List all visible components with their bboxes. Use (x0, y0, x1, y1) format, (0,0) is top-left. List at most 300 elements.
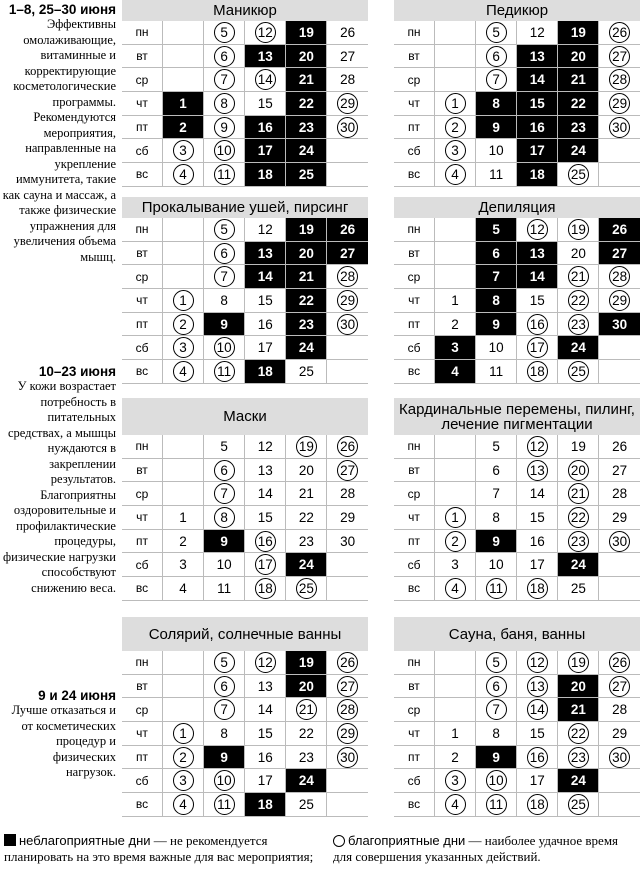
period-heading: 9 и 24 июня (38, 688, 116, 703)
day-cell-unfavorable (245, 44, 286, 68)
day-number: 29 (612, 725, 628, 741)
day-cell-unfavorable (517, 163, 558, 187)
day-cell-favorable (286, 435, 327, 458)
day-cell-favorable (517, 577, 558, 601)
day-number: 16 (527, 747, 548, 768)
day-cell-unfavorable (204, 312, 245, 336)
day-cell-unfavorable (476, 529, 517, 553)
day-cell (286, 529, 327, 553)
day-cell-unfavorable (286, 92, 327, 116)
day-number: 8 (492, 292, 500, 308)
day-number: 28 (340, 72, 356, 88)
day-cell-favorable (599, 745, 640, 769)
day-cell-favorable (599, 289, 640, 313)
week-row (394, 265, 640, 289)
day-cell (517, 21, 558, 44)
weekday-label: пт (394, 312, 435, 336)
week-row (122, 218, 368, 241)
day-cell-favorable (204, 674, 245, 698)
day-cell-unfavorable (476, 265, 517, 289)
day-number: 11 (489, 166, 504, 182)
day-number: 24 (570, 340, 586, 356)
calendar-table (122, 651, 368, 817)
day-cell (435, 312, 476, 336)
day-cell-favorable (204, 68, 245, 92)
day-cell-favorable (327, 265, 368, 289)
day-number: 2 (173, 747, 194, 768)
day-cell (558, 241, 599, 265)
day-cell (204, 577, 245, 601)
day-number: 28 (612, 486, 628, 502)
day-cell-favorable (435, 577, 476, 601)
day-cell-unfavorable (517, 241, 558, 265)
day-number: 28 (340, 486, 356, 502)
day-number: 2 (445, 531, 466, 552)
day-number: 20 (570, 48, 586, 64)
day-number: 13 (257, 48, 273, 64)
day-number: 4 (445, 578, 466, 599)
day-number: 13 (529, 48, 545, 64)
day-cell-favorable (163, 139, 204, 163)
day-number: 5 (486, 22, 507, 43)
day-cell-favorable (327, 674, 368, 698)
day-cell-favorable (476, 21, 517, 44)
day-number: 22 (298, 509, 314, 525)
day-cell-favorable (245, 577, 286, 601)
day-number: 2 (179, 119, 187, 135)
day-cell (476, 458, 517, 482)
day-number: 21 (298, 269, 314, 285)
day-cell-favorable (163, 793, 204, 817)
day-number: 22 (568, 290, 589, 311)
day-number: 2 (173, 314, 194, 335)
day-cell-unfavorable (599, 312, 640, 336)
day-cell-favorable (204, 506, 245, 530)
day-cell-favorable (517, 312, 558, 336)
day-cell-favorable (327, 651, 368, 674)
empty-cell (163, 241, 204, 265)
calendar-table (394, 218, 640, 384)
day-number: 2 (179, 533, 187, 549)
day-number: 21 (570, 72, 586, 88)
weekday-label: ср (122, 482, 163, 506)
week-row (122, 265, 368, 289)
day-number: 19 (296, 436, 317, 457)
day-number: 5 (214, 219, 235, 240)
day-number: 11 (214, 361, 235, 382)
day-cell-unfavorable (245, 360, 286, 384)
empty-cell (163, 435, 204, 458)
day-cell-favorable (204, 265, 245, 289)
day-number: 30 (612, 316, 628, 332)
day-number: 19 (570, 438, 586, 454)
day-number: 16 (527, 314, 548, 335)
day-number: 22 (298, 292, 314, 308)
empty-cell (435, 241, 476, 265)
weekday-label: пт (122, 115, 163, 139)
day-number: 8 (220, 292, 228, 308)
day-number: 28 (337, 266, 358, 287)
empty-cell (599, 163, 640, 187)
day-number: 15 (257, 292, 273, 308)
day-number: 12 (257, 438, 273, 454)
day-cell (286, 745, 327, 769)
day-cell (599, 458, 640, 482)
week-row (394, 435, 640, 458)
day-cell-favorable (558, 529, 599, 553)
day-cell (558, 577, 599, 601)
day-cell (435, 289, 476, 313)
day-number: 16 (255, 531, 276, 552)
day-cell (245, 92, 286, 116)
day-cell-unfavorable (286, 44, 327, 68)
weekday-label: пт (394, 529, 435, 553)
day-cell-unfavorable (286, 674, 327, 698)
day-cell-unfavorable (476, 312, 517, 336)
day-cell-favorable (558, 163, 599, 187)
day-number: 14 (529, 72, 545, 88)
day-cell-favorable (204, 241, 245, 265)
legend-good-label: благоприятные дни (348, 833, 466, 848)
day-cell (163, 529, 204, 553)
day-cell-favorable (204, 163, 245, 187)
legend-bad-label: неблагоприятные дни (19, 833, 151, 848)
day-cell-unfavorable (286, 651, 327, 674)
weekday-label: пн (394, 435, 435, 458)
weekday-label: вс (122, 793, 163, 817)
week-row (122, 435, 368, 458)
day-cell (204, 289, 245, 313)
day-number: 5 (492, 221, 500, 237)
weekday-label: пн (122, 435, 163, 458)
day-number: 20 (298, 48, 314, 64)
day-number: 18 (527, 794, 548, 815)
empty-cell (599, 769, 640, 793)
day-number: 15 (529, 725, 545, 741)
day-number: 26 (340, 221, 356, 237)
day-cell-unfavorable (517, 68, 558, 92)
day-number: 27 (340, 48, 356, 64)
day-number: 28 (612, 702, 628, 718)
day-cell (286, 360, 327, 384)
sidebar-block-1 (0, 2, 116, 265)
day-cell-unfavorable (558, 336, 599, 360)
day-number: 29 (609, 93, 630, 114)
day-cell-unfavorable (327, 241, 368, 265)
week-row (122, 674, 368, 698)
day-cell-favorable (435, 139, 476, 163)
weekday-label: ср (122, 265, 163, 289)
day-number: 30 (337, 117, 358, 138)
day-number: 23 (298, 119, 314, 135)
day-number: 27 (612, 462, 628, 478)
calendar-table (122, 218, 368, 384)
day-number: 16 (257, 119, 273, 135)
day-cell-favorable (476, 68, 517, 92)
day-number: 6 (214, 46, 235, 67)
day-number: 27 (340, 245, 356, 261)
day-cell-unfavorable (558, 115, 599, 139)
day-number: 7 (214, 69, 235, 90)
day-number: 20 (298, 678, 314, 694)
day-cell-unfavorable (517, 115, 558, 139)
day-cell (327, 21, 368, 44)
day-number: 19 (568, 219, 589, 240)
day-cell-favorable (476, 651, 517, 674)
day-number: 17 (257, 773, 273, 789)
weekday-label: вт (394, 44, 435, 68)
period-description: У кожи возрастает потребность в питательных средствах, а мышцы нуждаются в закреплении результатов. Благоприятны оздоровительные и профилактические процедуры, физические нагрузки способствуют снижению веса. (3, 379, 116, 595)
day-number: 10 (214, 770, 235, 791)
day-number: 6 (492, 245, 500, 261)
day-number: 17 (527, 337, 548, 358)
day-number: 19 (298, 654, 314, 670)
empty-cell (599, 553, 640, 577)
day-cell-favorable (163, 722, 204, 746)
week-row (122, 336, 368, 360)
day-cell-favorable (327, 458, 368, 482)
day-number: 7 (486, 69, 507, 90)
day-cell-favorable (204, 769, 245, 793)
day-cell (517, 506, 558, 530)
weekday-label: ср (122, 698, 163, 722)
empty-cell (435, 68, 476, 92)
empty-cell (599, 139, 640, 163)
day-cell-unfavorable (286, 218, 327, 241)
day-number: 1 (451, 725, 459, 741)
day-number: 7 (492, 269, 500, 285)
week-row (394, 289, 640, 313)
day-cell-favorable (517, 360, 558, 384)
day-cell-favorable (204, 336, 245, 360)
weekday-label: вт (394, 241, 435, 265)
day-number: 5 (486, 652, 507, 673)
weekday-label: чт (394, 506, 435, 530)
weekday-label: пт (122, 312, 163, 336)
empty-cell (163, 21, 204, 44)
day-number: 2 (451, 316, 459, 332)
calendar-panel (122, 197, 368, 384)
week-row (394, 577, 640, 601)
panel-title: Маски (122, 398, 368, 435)
day-number: 7 (214, 699, 235, 720)
day-number: 25 (568, 361, 589, 382)
day-number: 22 (570, 95, 586, 111)
day-cell-unfavorable (558, 21, 599, 44)
week-row (394, 241, 640, 265)
weekday-label: вс (394, 360, 435, 384)
day-cell (245, 336, 286, 360)
day-cell (163, 553, 204, 577)
week-row (122, 139, 368, 163)
day-number: 20 (570, 678, 586, 694)
day-number: 10 (488, 143, 504, 159)
day-cell-favorable (517, 674, 558, 698)
calendar-table (394, 435, 640, 601)
day-cell-favorable (327, 312, 368, 336)
day-number: 12 (527, 652, 548, 673)
weekday-label: ср (394, 698, 435, 722)
day-cell (204, 553, 245, 577)
weekday-label: ср (394, 68, 435, 92)
day-number: 8 (220, 725, 228, 741)
day-number: 12 (527, 436, 548, 457)
week-row (394, 722, 640, 746)
week-row (394, 139, 640, 163)
day-cell-unfavorable (435, 336, 476, 360)
panel-title: Депиляция (394, 197, 640, 218)
day-number: 23 (298, 749, 314, 765)
day-number: 15 (257, 95, 273, 111)
day-number: 7 (214, 266, 235, 287)
week-row (394, 21, 640, 44)
day-number: 19 (570, 24, 586, 40)
day-number: 30 (337, 747, 358, 768)
day-number: 11 (214, 164, 235, 185)
weekday-label: ср (394, 265, 435, 289)
day-cell-favorable (204, 458, 245, 482)
day-number: 11 (217, 580, 232, 596)
day-number: 29 (337, 290, 358, 311)
empty-cell (435, 44, 476, 68)
day-number: 25 (570, 580, 586, 596)
day-number: 13 (527, 676, 548, 697)
day-cell-favorable (558, 722, 599, 746)
sidebar-block-3 (0, 688, 116, 781)
day-number: 3 (179, 557, 187, 573)
day-cell-favorable (599, 674, 640, 698)
weekday-label: сб (122, 553, 163, 577)
week-row (394, 44, 640, 68)
day-number: 4 (451, 363, 459, 379)
period-description: Эффективны омолаживающие, витаминные и корректирующие косметологические программы. Рекомендуются мероприятия, направленные на укрепление иммунитета, такие как сауна и массаж, а также физические упражнения для увеличения объема мышц. (2, 17, 116, 264)
day-number: 17 (529, 557, 545, 573)
day-cell-favorable (163, 289, 204, 313)
day-cell-unfavorable (558, 674, 599, 698)
week-row (394, 163, 640, 187)
day-cell-favorable (327, 289, 368, 313)
day-number: 22 (568, 507, 589, 528)
day-number: 15 (257, 509, 273, 525)
day-cell (435, 745, 476, 769)
day-cell-unfavorable (286, 241, 327, 265)
panel-title: Педикюр (394, 0, 640, 21)
day-number: 1 (451, 292, 459, 308)
week-row (394, 553, 640, 577)
day-number: 24 (298, 557, 314, 573)
day-number: 24 (570, 557, 586, 573)
day-cell-unfavorable (476, 92, 517, 116)
day-number: 6 (486, 46, 507, 67)
week-row (394, 336, 640, 360)
day-number: 3 (445, 140, 466, 161)
calendar-panel (394, 617, 640, 817)
day-cell (599, 482, 640, 506)
day-cell (245, 722, 286, 746)
day-cell (245, 506, 286, 530)
day-number: 10 (488, 340, 504, 356)
day-number: 30 (337, 314, 358, 335)
day-cell-favorable (163, 360, 204, 384)
day-number: 24 (298, 773, 314, 789)
day-number: 4 (173, 794, 194, 815)
weekday-label: пн (122, 651, 163, 674)
week-row (394, 458, 640, 482)
day-number: 20 (298, 462, 314, 478)
week-row (122, 482, 368, 506)
day-number: 10 (214, 337, 235, 358)
day-number: 30 (340, 533, 356, 549)
day-cell-favorable (599, 92, 640, 116)
weekday-label: сб (394, 336, 435, 360)
day-cell-favorable (245, 553, 286, 577)
day-number: 22 (568, 723, 589, 744)
day-cell (286, 482, 327, 506)
day-number: 20 (298, 245, 314, 261)
day-number: 2 (445, 117, 466, 138)
day-number: 15 (529, 509, 545, 525)
day-cell (558, 435, 599, 458)
weekday-label: вт (122, 44, 163, 68)
day-number: 4 (445, 164, 466, 185)
day-number: 5 (220, 438, 228, 454)
day-cell-favorable (558, 793, 599, 817)
day-cell-favorable (327, 115, 368, 139)
day-number: 18 (527, 361, 548, 382)
day-number: 9 (492, 749, 500, 765)
day-cell (204, 435, 245, 458)
week-row (394, 312, 640, 336)
day-cell-favorable (476, 674, 517, 698)
day-number: 18 (257, 363, 273, 379)
day-cell (245, 435, 286, 458)
sidebar-block-2 (0, 364, 116, 596)
weekday-label: вт (122, 458, 163, 482)
week-row (122, 722, 368, 746)
day-cell-favorable (599, 44, 640, 68)
empty-cell (435, 265, 476, 289)
day-number: 18 (255, 578, 276, 599)
day-cell-unfavorable (558, 698, 599, 722)
day-cell (245, 674, 286, 698)
panel-title: Сауна, баня, ванны (394, 617, 640, 651)
day-cell-favorable (163, 336, 204, 360)
day-cell (286, 506, 327, 530)
weekday-label: пн (394, 651, 435, 674)
week-row (122, 698, 368, 722)
day-cell-unfavorable (163, 92, 204, 116)
day-cell-favorable (327, 92, 368, 116)
day-number: 19 (568, 652, 589, 673)
day-cell-unfavorable (558, 769, 599, 793)
calendar-table (394, 21, 640, 187)
week-row (122, 68, 368, 92)
day-cell-favorable (163, 745, 204, 769)
day-number: 27 (337, 676, 358, 697)
day-number: 27 (337, 460, 358, 481)
day-number: 30 (609, 117, 630, 138)
day-number: 6 (214, 460, 235, 481)
day-number: 16 (529, 533, 545, 549)
legend-bad (4, 833, 320, 865)
day-number: 15 (529, 95, 545, 111)
day-number: 21 (570, 702, 586, 718)
period-heading: 1–8, 25–30 июня (8, 2, 116, 17)
day-cell-favorable (599, 68, 640, 92)
day-cell-unfavorable (245, 793, 286, 817)
empty-cell (327, 360, 368, 384)
empty-cell (327, 793, 368, 817)
